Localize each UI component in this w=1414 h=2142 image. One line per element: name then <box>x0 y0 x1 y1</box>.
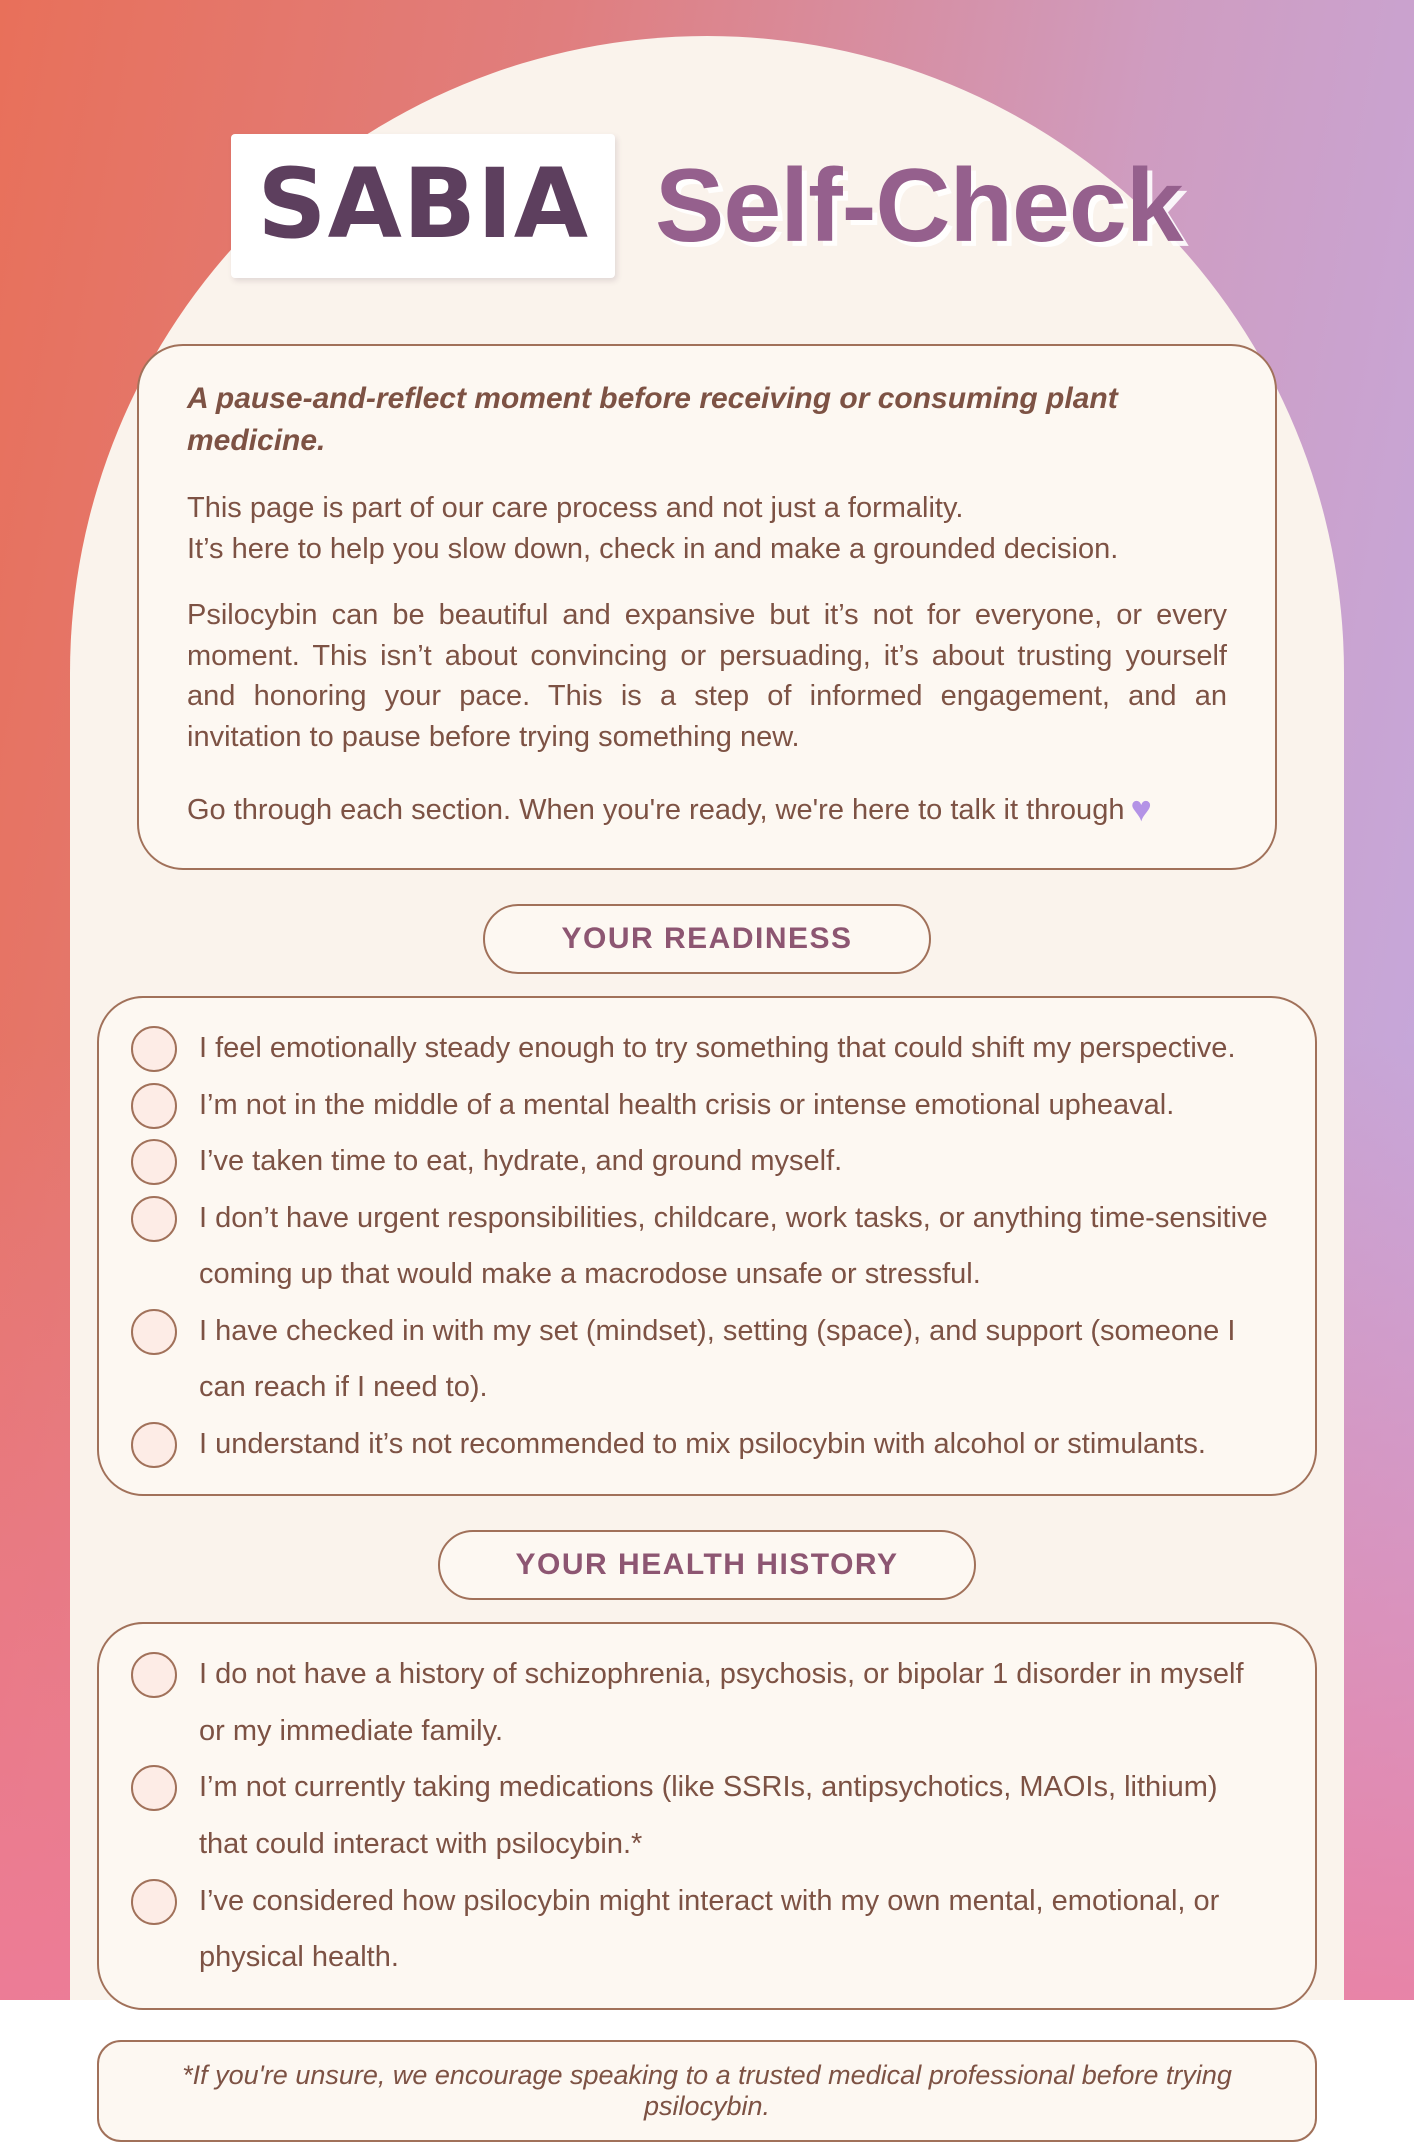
health-history-checklist <box>97 1622 1317 2009</box>
header <box>70 126 1344 286</box>
checklist-item-text: I’m not currently taking medications (like SSRIs, antipsychotics, MAOIs, lithium) that could interact with psilocybin.* <box>199 1771 1218 1860</box>
section-heading-readiness-label: YOUR READINESS <box>561 921 853 955</box>
intro-lead: A pause-and-reflect moment before receiving or consuming plant medicine. <box>187 382 1118 457</box>
checklist-item <box>131 1190 1271 1303</box>
checklist-item-text: I’m not in the middle of a mental health crisis or intense emotional upheaval. <box>199 1088 1175 1121</box>
checkbox-circle[interactable] <box>131 1879 177 1925</box>
intro-paragraph-2: Psilocybin can be beautiful and expansive but it’s not for everyone, or every moment. This isn’t about convincing or persuading, it’s about trusting yourself and honoring your pace. This is a step of informed engagement, and an invitation to pause before trying something new. <box>187 599 1227 753</box>
content-arch <box>70 36 1344 2121</box>
checklist-item <box>131 1416 1271 1473</box>
readiness-checklist <box>97 996 1317 1496</box>
intro-paragraph-3-text: Go through each section. When you're ready, we're here to talk it through <box>187 793 1125 826</box>
checkbox-circle[interactable] <box>131 1196 177 1242</box>
checklist-item <box>131 1077 1271 1134</box>
footnote-box <box>97 2040 1317 2142</box>
checklist-item-text: I understand it’s not recommended to mix psilocybin with alcohol or stimulants. <box>199 1427 1206 1460</box>
checklist-item-text: I’ve considered how psilocybin might interact with my own mental, emotional, or physical health. <box>199 1884 1220 1974</box>
checkbox-circle[interactable] <box>131 1026 177 1072</box>
checkbox-circle[interactable] <box>131 1139 177 1185</box>
footnote-text: *If you're unsure, we encourage speaking to a trusted medical professional before trying psilocybin. <box>182 2059 1232 2121</box>
purple-heart-icon: ♥ <box>1130 787 1152 829</box>
checkbox-circle[interactable] <box>131 1309 177 1355</box>
section-heading-health-history-label: YOUR HEALTH HISTORY <box>515 1548 899 1582</box>
sabia-logo-text: SABIA <box>257 148 590 260</box>
page-title: Self-Check <box>655 147 1183 264</box>
checkbox-circle[interactable] <box>131 1765 177 1811</box>
intro-paragraph-3 <box>187 784 1227 834</box>
checkbox-circle[interactable] <box>131 1652 177 1698</box>
checklist-item-text: I’ve taken time to eat, hydrate, and ground myself. <box>199 1145 843 1178</box>
checklist-item <box>131 1646 1271 1759</box>
intro-paragraph-1-line-2: It’s here to help you slow down, check in and make a grounded decision. <box>187 532 1119 565</box>
intro-paragraph-1 <box>187 488 1227 569</box>
section-heading-health-history <box>438 1530 977 1600</box>
intro-paragraph-1-line-1: This page is part of our care process and not just a formality. <box>187 492 964 524</box>
checklist-item-text: I have checked in with my set (mindset), setting (space), and support (someone I can reach if I need to). <box>199 1314 1236 1404</box>
checklist-item-text: I feel emotionally steady enough to try something that could shift my perspective. <box>199 1031 1236 1064</box>
section-heading-readiness <box>483 904 930 974</box>
checklist-item <box>131 1133 1271 1190</box>
checklist-item-text: I don’t have urgent responsibilities, childcare, work tasks, or anything time-sensitive coming up that would make a macrodose unsafe or stressful. <box>199 1201 1268 1291</box>
checkbox-circle[interactable] <box>131 1422 177 1468</box>
checklist-item <box>131 1020 1271 1077</box>
checklist-item-text: I do not have a history of schizophrenia, psychosis, or bipolar 1 disorder in myself or my immediate family. <box>199 1658 1244 1747</box>
intro-box <box>137 344 1277 870</box>
checklist-item <box>131 1873 1271 1986</box>
checklist-item <box>131 1759 1271 1872</box>
checkbox-circle[interactable] <box>131 1083 177 1129</box>
sabia-logo <box>231 134 615 278</box>
checklist-item <box>131 1303 1271 1416</box>
